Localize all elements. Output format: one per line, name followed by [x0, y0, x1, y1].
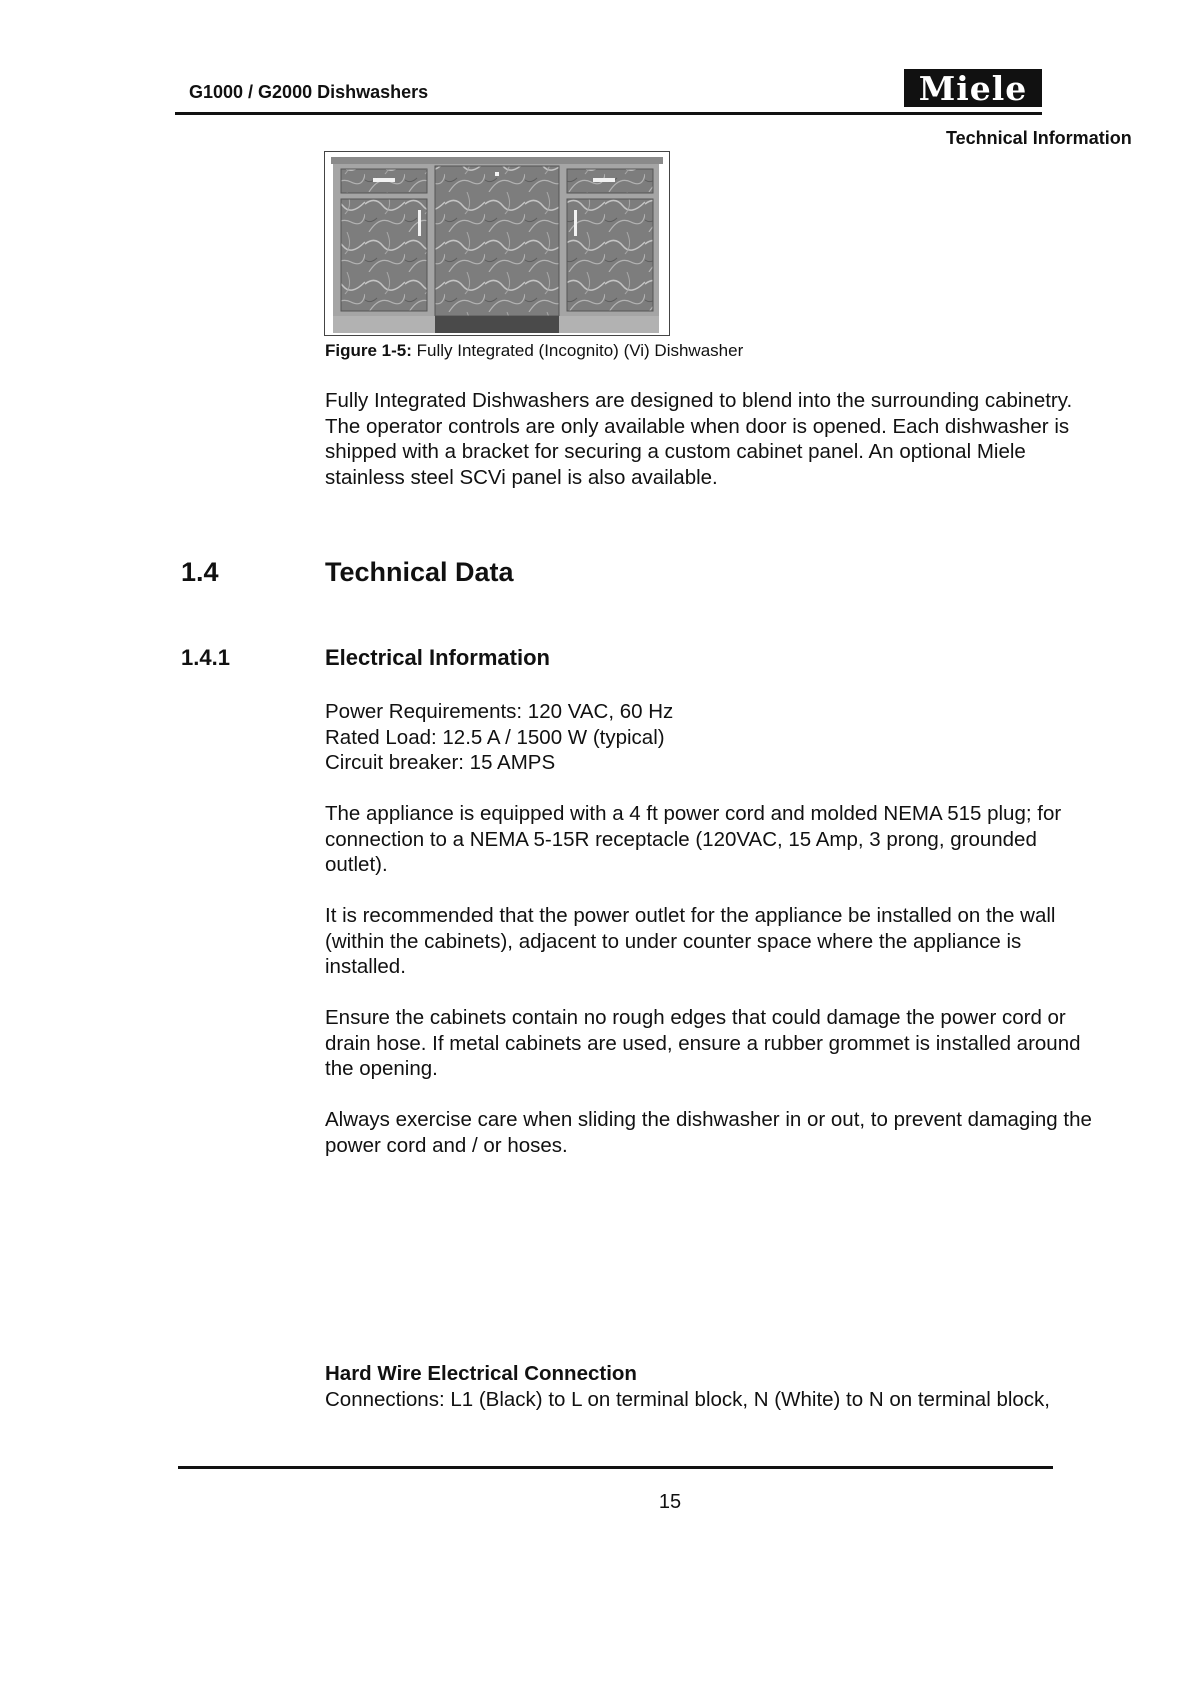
text-line: It is recommended that the power outlet for the appliance be installed on the wall: [325, 904, 1056, 927]
text-line: Always exercise care when sliding the dishwasher in or out, to prevent damaging the: [325, 1108, 1092, 1131]
text-line: drain hose. If metal cabinets are used, ensure a rubber grommet is installed around: [325, 1031, 1081, 1055]
text-line: outlet).: [325, 853, 388, 876]
section-label: Technical Information: [946, 128, 1132, 148]
page-number: 15: [658, 1491, 682, 1513]
text-line: the opening.: [325, 1057, 438, 1080]
text-line: shipped with a bracket for securing a custom cabinet panel. An optional Miele: [325, 440, 1026, 463]
text-line: Fully Integrated Dishwashers are designed to blend into the surrounding cabinetry.: [325, 389, 1073, 412]
section-number: 1.4: [181, 557, 219, 587]
dishwasher-figure: [324, 151, 670, 336]
spec-line: Circuit breaker: 15 AMPS: [325, 751, 556, 774]
power-specs: [325, 699, 1175, 776]
hardwire-text: Connections: L1 (Black) to L on terminal block, N (White) to N on terminal block,: [325, 1388, 1051, 1411]
text-line: The operator controls are only available when door is opened. Each dishwasher is: [325, 414, 1070, 438]
figure-label: Figure 1-5:: [325, 341, 412, 360]
text-line: Ensure the cabinets contain no rough edges that could damage the power cord or: [325, 1006, 1066, 1029]
text-line: installed.: [325, 955, 406, 978]
footer-divider: [178, 1466, 1053, 1469]
outlet-paragraph: [325, 903, 1175, 980]
section-heading: Technical Data: [325, 557, 514, 587]
figure-caption-text: Fully Integrated (Incognito) (Vi) Dishwasher: [411, 341, 744, 360]
document-title: G1000 / G2000 Dishwashers: [189, 82, 429, 102]
text-line: connection to a NEMA 5-15R receptacle (120VAC, 15 Amp, 3 prong, grounded: [325, 827, 1037, 851]
power-cord-paragraph: [325, 801, 1175, 878]
miele-logo: [904, 69, 1042, 107]
text-line: power cord and / or hoses.: [325, 1133, 568, 1157]
hardwire-heading: Hard Wire Electrical Connection: [325, 1362, 637, 1385]
intro-paragraph: [325, 388, 1175, 490]
subsection-number: 1.4.1: [181, 645, 230, 670]
cabinet-edges-paragraph: [325, 1005, 1175, 1082]
dishwasher-illustration: [325, 152, 669, 335]
text-line: (within the cabinets), adjacent to under counter space where the appliance is: [325, 929, 1022, 953]
spec-line: Power Requirements: 120 VAC, 60 Hz: [325, 700, 674, 723]
header-divider: [175, 112, 1042, 115]
text-line: The appliance is equipped with a 4 ft power cord and molded NEMA 515 plug; for: [325, 802, 1062, 825]
spec-line: Rated Load: 12.5 A / 1500 W (typical): [325, 725, 665, 749]
care-paragraph: [325, 1107, 1175, 1158]
brand-name: Miele: [918, 68, 1028, 108]
figure-caption: [325, 341, 743, 361]
subsection-heading: Electrical Information: [325, 645, 550, 670]
text-line: stainless steel SCVi panel is also available.: [325, 465, 718, 489]
